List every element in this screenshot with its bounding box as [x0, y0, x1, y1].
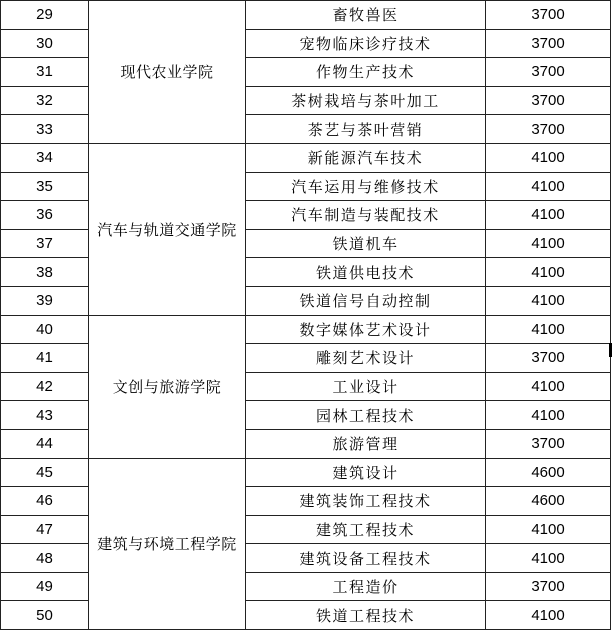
major-name: 园林工程技术 — [246, 401, 486, 430]
major-name: 建筑设备工程技术 — [246, 544, 486, 573]
major-name: 铁道机车 — [246, 229, 486, 258]
tuition-fee: 4100 — [486, 258, 611, 287]
major-name: 作物生产技术 — [246, 58, 486, 87]
cursor-mark — [609, 343, 612, 357]
tuition-fee: 4100 — [486, 401, 611, 430]
tuition-fee: 3700 — [486, 29, 611, 58]
tuition-fee: 4100 — [486, 544, 611, 573]
tuition-fee: 4100 — [486, 143, 611, 172]
tuition-fee: 3700 — [486, 115, 611, 144]
tuition-fee: 3700 — [486, 1, 611, 30]
row-number: 49 — [1, 572, 89, 601]
major-name: 雕刻艺术设计 — [246, 344, 486, 373]
row-number: 33 — [1, 115, 89, 144]
major-name: 工业设计 — [246, 372, 486, 401]
row-number: 38 — [1, 258, 89, 287]
row-number: 46 — [1, 487, 89, 516]
row-number: 37 — [1, 229, 89, 258]
row-number: 35 — [1, 172, 89, 201]
tuition-fee: 3700 — [486, 344, 611, 373]
row-number: 31 — [1, 58, 89, 87]
major-name: 汽车制造与装配技术 — [246, 201, 486, 230]
tuition-fee: 3700 — [486, 429, 611, 458]
major-name: 茶树栽培与茶叶加工 — [246, 86, 486, 115]
major-name: 铁道工程技术 — [246, 601, 486, 630]
major-name: 新能源汽车技术 — [246, 143, 486, 172]
row-number: 29 — [1, 1, 89, 30]
college-name: 建筑与环境工程学院 — [89, 458, 246, 630]
fee-table-body — [1, 1, 611, 630]
row-number: 42 — [1, 372, 89, 401]
row-number: 43 — [1, 401, 89, 430]
table-row — [1, 315, 611, 344]
row-number: 41 — [1, 344, 89, 373]
tuition-fee: 3700 — [486, 86, 611, 115]
table-row — [1, 143, 611, 172]
tuition-fee: 3700 — [486, 572, 611, 601]
major-name: 汽车运用与维修技术 — [246, 172, 486, 201]
college-name: 现代农业学院 — [89, 1, 246, 144]
table-row — [1, 458, 611, 487]
tuition-fee: 4100 — [486, 229, 611, 258]
row-number: 32 — [1, 86, 89, 115]
major-name: 铁道供电技术 — [246, 258, 486, 287]
major-name: 工程造价 — [246, 572, 486, 601]
major-name: 茶艺与茶叶营销 — [246, 115, 486, 144]
tuition-fee: 4100 — [486, 601, 611, 630]
row-number: 47 — [1, 515, 89, 544]
row-number: 39 — [1, 286, 89, 315]
tuition-fee: 4100 — [486, 515, 611, 544]
tuition-fee: 4100 — [486, 315, 611, 344]
tuition-fee: 4600 — [486, 487, 611, 516]
row-number: 48 — [1, 544, 89, 573]
row-number: 50 — [1, 601, 89, 630]
row-number: 44 — [1, 429, 89, 458]
row-number: 40 — [1, 315, 89, 344]
tuition-fee: 4600 — [486, 458, 611, 487]
college-name: 文创与旅游学院 — [89, 315, 246, 458]
tuition-fee: 4100 — [486, 372, 611, 401]
row-number: 30 — [1, 29, 89, 58]
major-name: 建筑设计 — [246, 458, 486, 487]
tuition-fee: 3700 — [486, 58, 611, 87]
tuition-fee: 4100 — [486, 286, 611, 315]
major-name: 畜牧兽医 — [246, 1, 486, 30]
major-name: 旅游管理 — [246, 429, 486, 458]
row-number: 36 — [1, 201, 89, 230]
row-number: 34 — [1, 143, 89, 172]
major-name: 铁道信号自动控制 — [246, 286, 486, 315]
tuition-fee: 4100 — [486, 172, 611, 201]
major-name: 宠物临床诊疗技术 — [246, 29, 486, 58]
major-name: 建筑装饰工程技术 — [246, 487, 486, 516]
tuition-fee: 4100 — [486, 201, 611, 230]
major-name: 数字媒体艺术设计 — [246, 315, 486, 344]
table-row — [1, 1, 611, 30]
college-name: 汽车与轨道交通学院 — [89, 143, 246, 315]
major-name: 建筑工程技术 — [246, 515, 486, 544]
row-number: 45 — [1, 458, 89, 487]
